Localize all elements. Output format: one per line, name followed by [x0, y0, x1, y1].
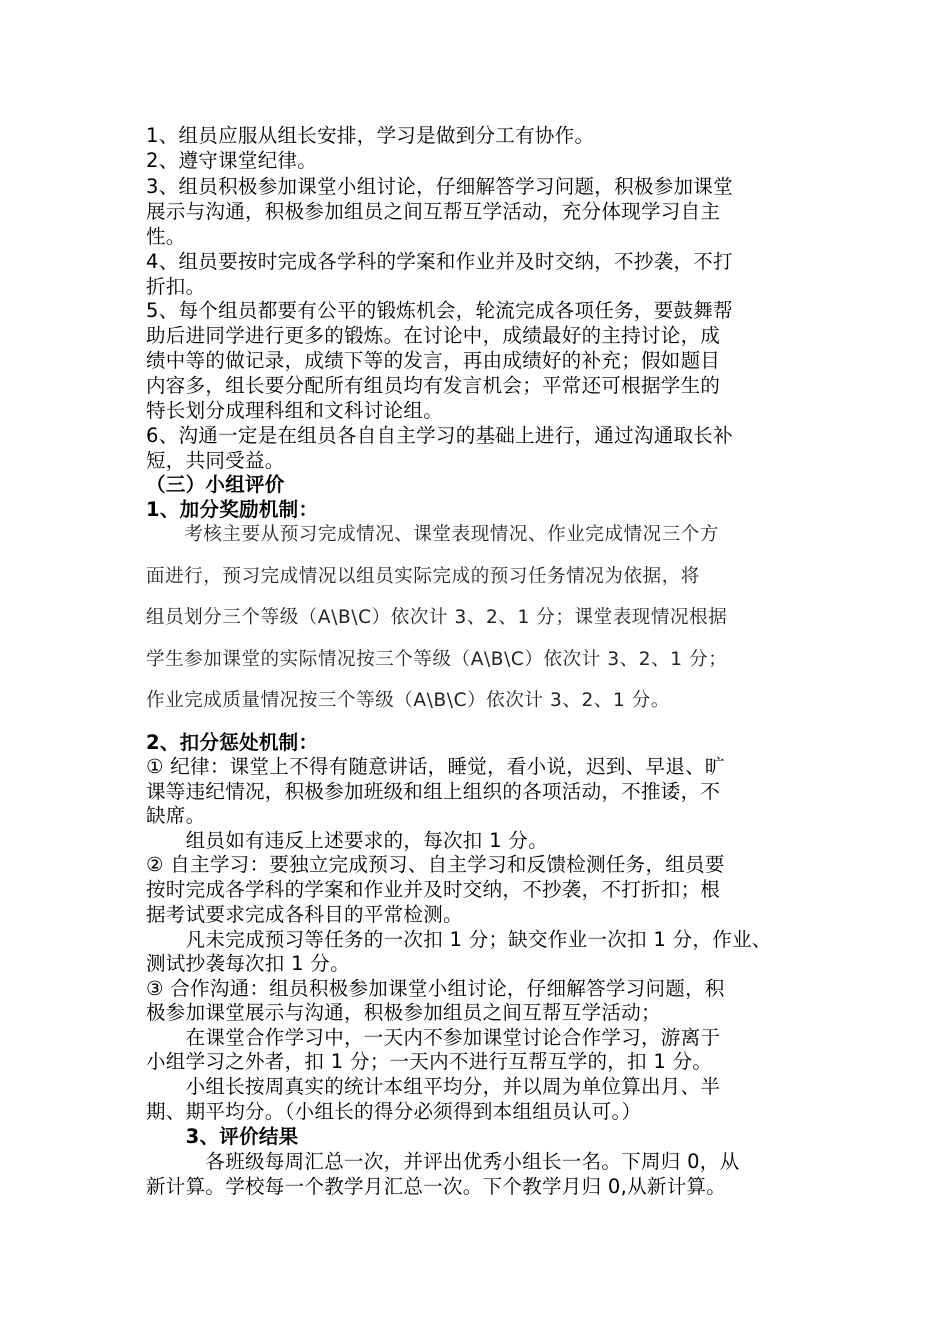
- penalty-line: 极参加课堂展示与沟通，积极参加组员之间互帮互学活动；: [146, 1001, 661, 1024]
- penalty-line: ③ 合作沟通：组员积极参加课堂小组讨论，仔细解答学习问题，积: [146, 977, 725, 1000]
- reward-paragraph-line: 组员划分三个等级（A\B\C）依次计 3、2、1 分；课堂表现情况根据: [146, 607, 728, 628]
- rule-line: 折扣。: [146, 275, 206, 298]
- reward-paragraph-line: 考核主要从预习完成情况、课堂表现情况、作业完成情况三个方: [146, 524, 720, 545]
- reward-paragraph-line: 作业完成质量情况按三个等级（A\B\C）依次计 3、2、1 分。: [146, 690, 671, 711]
- penalty-line: 组员如有违反上述要求的，每次扣 1 分。: [146, 829, 548, 852]
- penalty-line: 据考试要求完成各科目的平常检测。: [146, 903, 463, 926]
- section-heading: （三）小组评价: [146, 473, 285, 496]
- rule-line: 3、组员积极参加课堂小组讨论，仔细解答学习问题，积极参加课堂: [146, 175, 733, 198]
- penalty-line: 小组学习之外者，扣 1 分；一天内不进行互帮互学的，扣 1 分。: [146, 1050, 713, 1073]
- rule-line: 1、组员应服从组长安排，学习是做到分工有协作。: [146, 124, 595, 147]
- rule-line: 绩中等的做记录，成绩下等的发言，再由成绩好的补充；假如题目: [146, 349, 721, 372]
- rule-line: 短，共同受益。: [146, 449, 285, 472]
- result-line: 各班级每周汇总一次，并评出优秀小组长一名。下周归 0，从: [146, 1150, 740, 1173]
- result-line: 新计算。学校每一个教学月汇总一次。下个教学月归 0,从新计算。: [146, 1175, 727, 1198]
- penalty-line: ① 纪律：课堂上不得有随意讲话，睡觉，看小说，迟到、早退、旷: [146, 755, 725, 778]
- rule-line: 4、组员要按时完成各学科的学案和作业并及时交纳，不抄袭，不打: [146, 250, 733, 273]
- penalty-line: 缺席。: [146, 804, 206, 827]
- penalty-line: 测试抄袭每次扣 1 分。: [146, 952, 350, 975]
- penalty-line: 凡未完成预习等任务的一次扣 1 分；缺交作业一次扣 1 分，作业、: [146, 928, 772, 951]
- result-heading: 3、评价结果: [146, 1125, 299, 1148]
- rule-line: 展示与沟通，积极参加组员之间互帮互学活动，充分体现学习自主: [146, 200, 721, 223]
- rule-line: 助后进同学进行更多的锻炼。在讨论中，成绩最好的主持讨论，成: [146, 324, 721, 347]
- rule-line: 5、每个组员都要有公平的锻炼机会，轮流完成各项任务，要鼓舞帮: [146, 299, 733, 322]
- rule-line: 特长划分成理科组和文科讨论组。: [146, 399, 444, 422]
- rule-line: 性。: [146, 225, 186, 248]
- penalty-line: 课等违纪情况，积极参加班级和组上组织的各项活动，不推诿，不: [146, 780, 721, 803]
- penalty-line: 在课堂合作学习中，一天内不参加课堂讨论合作学习，游离于: [146, 1026, 721, 1049]
- reward-paragraph-line: 学生参加课堂的实际情况按三个等级（A\B\C）依次计 3、2、1 分；: [146, 649, 728, 670]
- rule-line: 6、沟通一定是在组员各自自主学习的基础上进行，通过沟通取长补: [146, 424, 733, 447]
- penalty-line: ② 自主学习：要独立完成预习、自主学习和反馈检测任务，组员要: [146, 853, 725, 876]
- reward-paragraph-line: 面进行，预习完成情况以组员实际完成的预习任务情况为依据，将: [146, 566, 700, 587]
- penalty-line: 小组长按周真实的统计本组平均分，并以周为单位算出月、半: [146, 1075, 721, 1098]
- rule-line: 内容多，组长要分配所有组员均有发言机会；平常还可根据学生的: [146, 374, 721, 397]
- rule-line: 2、遵守课堂纪律。: [146, 149, 318, 172]
- penalty-line: 按时完成各学科的学案和作业并及时交纳，不抄袭，不打折扣；根: [146, 878, 721, 901]
- reward-heading: 1、加分奖励机制：: [146, 498, 319, 521]
- penalty-line: 期、期平均分。（小组长的得分必须得到本组组员认可。）: [146, 1100, 642, 1123]
- penalty-heading: 2、扣分惩处机制：: [146, 731, 319, 754]
